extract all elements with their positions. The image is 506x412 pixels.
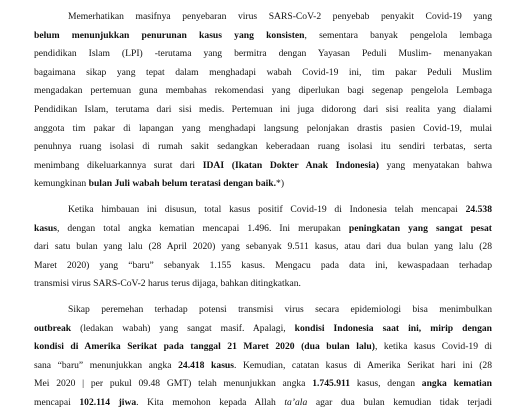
body-text: sana “baru” menunjukkan angka [34,359,179,371]
paragraph-2 [34,201,492,294]
paragraph-3-line-5 [34,375,492,394]
paragraph-3-line-2 [34,320,492,339]
body-text: anggota tim pakar di lapangan yang menghadapi langsung pelonjakan drastis pasien Covid-19, mulai [34,122,492,134]
body-text: . Kita memohon kepada Allah [136,396,285,408]
paragraph-3-line-6 [34,394,492,412]
paragraph-1-line-3 [34,45,492,64]
paragraph-3-line-4 [34,357,492,376]
paragraph-1-line-5 [34,82,492,101]
body-text: menimbang dikeluarkannya surat dari [34,159,203,171]
body-text: Mei 2020 | per pukul 09.48 GMT) telah menunjukkan angka [34,378,313,390]
body-text: Maret 2020) yang “baru” sebanyak 1.155 kasus. Mengacu pada data ini, kewaspadaan terhadap [34,259,492,271]
paragraph-2-line-5 [34,275,492,294]
emphasis-text: outbreak [34,322,72,334]
body-text: (ledakan wabah) yang sangat masif. Apalagi, [71,322,295,334]
body-text: penuhnya ruang isolasi di rumah sakit sedangkan keberadaan ruang isolasi itu sendiri terbatas, serta [34,141,492,153]
emphasis-text: belum menunjukkan penurunan kasus yang konsisten [34,29,305,41]
paragraph-gap [34,194,492,201]
body-text: agar dua bulan kemudian tidak terjadi [307,396,492,408]
body-text: Pendidikan Islam, terutama dari sisi medis. Pertemuan ini juga didorong dari sisi realita yang dialami [34,103,492,115]
paragraph-1-line-9 [34,157,492,176]
paragraph-gap [34,294,492,301]
body-text: Memerhatikan masifnya penyebaran virus SARS-CoV-2 penyebab penyakit Covid-19 yang [68,11,492,22]
paragraph-3-line-1 [34,301,492,320]
emphasis-text: 24.538 [465,203,492,215]
paragraph-1-line-10 [34,175,492,194]
emphasis-text: kondisi Indonesia saat ini, mirip dengan [294,322,492,334]
emphasis-text: kondisi di Amerika Serikat pada tanggal 21 Maret 2020 (dua bulan lalu) [34,341,375,353]
body-text: , dengan total angka kematian mencapai 1.496. Ini merupakan [56,222,349,234]
paragraph-3-line-3 [34,338,492,357]
body-text: mengadakan pertemuan guna membahas rekomendasi yang diperlukan bagi segenap pengelola Lembaga [34,85,492,97]
emphasis-text: 24.418 kasus [178,359,234,371]
paragraph-1-line-7 [34,120,492,139]
body-text: Ketika himbauan ini disusun, total kasus positif Covid-19 di Indonesia telah mencapai [68,203,466,215]
paragraph-1-line-1 [34,8,492,27]
paragraph-1 [34,8,492,194]
paragraph-2-line-2 [34,220,492,239]
emphasis-text: ta’ala [284,396,308,408]
paragraph-1-line-8 [34,138,492,157]
paragraph-1-line-6 [34,101,492,120]
emphasis-text: angka kematian [421,378,492,390]
emphasis-text: kasus [34,222,57,234]
body-text: , ketika kasus Covid-19 di [374,341,492,353]
body-text: bagaimana sikap yang tepat dalam menghadapi wabah Covid-19 ini, tim pakar Peduli Muslim [34,66,492,78]
paragraph-2-line-3 [34,238,492,257]
emphasis-text: peningkatan yang sangat pesat [348,222,492,234]
paragraph-3 [34,301,492,412]
body-text: Sikap peremehan terhadap potensi transmisi virus secara epidemiologi bisa menimbulkan [68,303,492,315]
paragraph-2-line-1 [34,201,492,220]
paragraph-1-line-2 [34,27,492,46]
body-text: kasus, dengan [350,378,422,390]
emphasis-text: 1.745.911 [312,378,351,390]
body-text: kemungkinan [34,178,89,190]
body-text: *) [276,178,285,190]
emphasis-text: IDAI (Ikatan Dokter Anak Indonesia) [202,159,379,171]
body-text: transmisi virus SARS-CoV-2 harus terus dijaga, bahkan ditingkatkan. [34,278,301,290]
emphasis-text: 102.114 jiwa [79,396,137,408]
body-text: dari satu bulan yang lalu (28 April 2020) yang sebanyak 9.511 kasus, atau dari dua bulan yang lalu (28 [34,241,492,253]
body-text: . Kemudian, catatan kasus di Amerika Serikat hari ini (28 [234,359,492,371]
body-text: pendidikan Islam (LPI) -terutama yang bermitra dengan Yayasan Peduli Muslim- menanyakan [34,48,492,60]
body-text: yang menyatakan bahwa [378,159,492,171]
paragraph-2-line-4 [34,257,492,276]
body-text: , sementara banyak pengelola lembaga [304,29,492,41]
paragraph-1-line-4 [34,64,492,83]
emphasis-text: bulan Juli wabah belum teratasi dengan baik. [88,178,277,190]
body-text: mencapai [34,396,80,408]
